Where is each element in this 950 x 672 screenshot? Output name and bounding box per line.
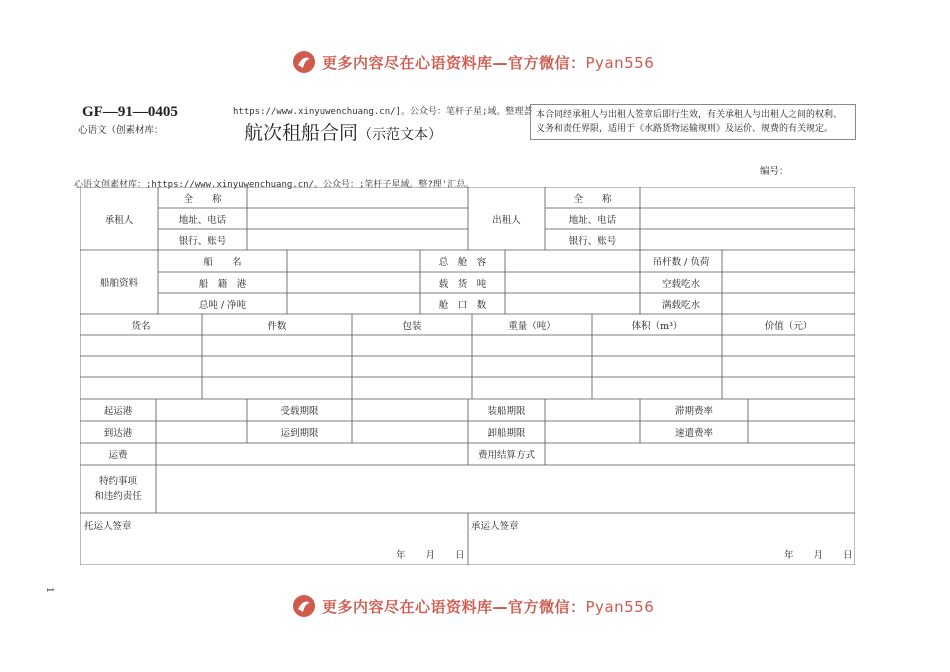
watermark-text: 更多内容尽在心语资料库—官方微信：Pyan556	[322, 53, 655, 72]
carrier-sign-label: 承运人签章	[471, 521, 519, 532]
owner-bank-label: 银行、账号	[568, 235, 617, 247]
derrick-load-label: 吊杆数 / 负荷	[652, 257, 710, 268]
owner-bank-field[interactable]	[640, 229, 855, 250]
source-line-2: 心语文创素材库：;https://www.xinyuwenchuang.cn/。公众号：;笔杆子星域。整?理'汇总。	[74, 180, 475, 190]
owner-name-field[interactable]	[640, 187, 855, 208]
serial-label: 编号：	[760, 166, 789, 177]
brand-logo-icon	[292, 50, 316, 74]
hatch-count-label: 舱 口 数	[438, 299, 487, 311]
owner-name-label: 全 称	[573, 193, 612, 205]
departure-port-label: 起运港	[103, 406, 133, 417]
light-draft-label: 空载吃水	[661, 278, 700, 290]
page-number: 1	[43, 587, 54, 593]
watermark-bottom	[292, 594, 654, 618]
form-code: GF—91—0405	[82, 104, 178, 120]
carrier-date: 年 月 日	[784, 550, 853, 561]
laycan-label: 受载期限	[280, 406, 319, 417]
consignor-sign-label: 托运人签章	[84, 521, 132, 532]
delivery-period-label: 运到期限	[280, 428, 319, 439]
ship-registry-label: 船 籍 港	[198, 278, 247, 290]
arrival-port-label: 到达港	[103, 428, 133, 439]
page-title: 航次租船合同（示范文本）	[244, 122, 443, 144]
unloading-period-label: 卸船期限	[487, 428, 526, 439]
owner-label: 出租人	[492, 214, 521, 226]
despatch-rate-label: 速遣费率	[674, 428, 713, 439]
charterer-label: 承租人	[104, 214, 134, 226]
ship-name-label: 船 名	[203, 257, 242, 268]
loading-period-label: 装船期限	[487, 406, 526, 417]
watermark-text: 更多内容尽在心语资料库—官方微信：Pyan556	[322, 597, 655, 616]
owner-address-label: 地址、电话	[568, 214, 617, 226]
special-terms-label: 特约事项 和违约责任	[94, 476, 142, 502]
special-terms-field[interactable]	[156, 465, 855, 513]
ship-tonnage-label: 总吨 / 净吨	[198, 299, 247, 311]
code-subtitle: 心语文（创素材库：	[78, 125, 164, 136]
cargo-header-weight: 重量（吨）	[508, 320, 556, 332]
charterer-address-label: 地址、电话	[178, 214, 227, 226]
deadweight-label: 载 货 吨	[438, 278, 487, 290]
ship-info-label: 船舶资料	[99, 278, 138, 289]
charterer-name-field[interactable]	[247, 187, 468, 208]
charterer-name-label: 全 称	[183, 193, 222, 205]
cargo-header-packing: 包装	[402, 320, 422, 332]
charterer-bank-label: 银行、账号	[178, 235, 227, 247]
demurrage-rate-label: 滞期费率	[674, 406, 713, 417]
loaded-draft-label: 满载吃水	[661, 299, 700, 311]
cargo-header-value: 价值（元）	[764, 320, 813, 332]
settlement-label: 费用结算方式	[477, 450, 535, 461]
cargo-header-volume: 体积（m³）	[631, 320, 683, 332]
hold-capacity-label: 总 舱 容	[438, 257, 487, 268]
cargo-header-pieces: 件数	[267, 320, 287, 332]
watermark-top	[292, 50, 654, 74]
charterer-bank-field[interactable]	[247, 229, 468, 250]
consignor-date: 年 月 日	[396, 550, 465, 561]
freight-label: 运费	[108, 450, 128, 461]
notice-box: 本合同经承租人与出租人签章后即行生效，有关承租人与出租人之间的权利、义务和责任界限，适用于《水路货物运输规则》及运价、规费的有关规定。	[530, 104, 856, 140]
cargo-header-name: 货名	[131, 320, 151, 332]
source-line: https://www.xinyuwenchuang.cn/]。公众号：笔杆子星;域。整理荟	[233, 107, 533, 117]
charterer-address-field[interactable]	[247, 208, 468, 229]
brand-logo-icon	[292, 594, 316, 618]
owner-address-field[interactable]	[640, 208, 855, 229]
